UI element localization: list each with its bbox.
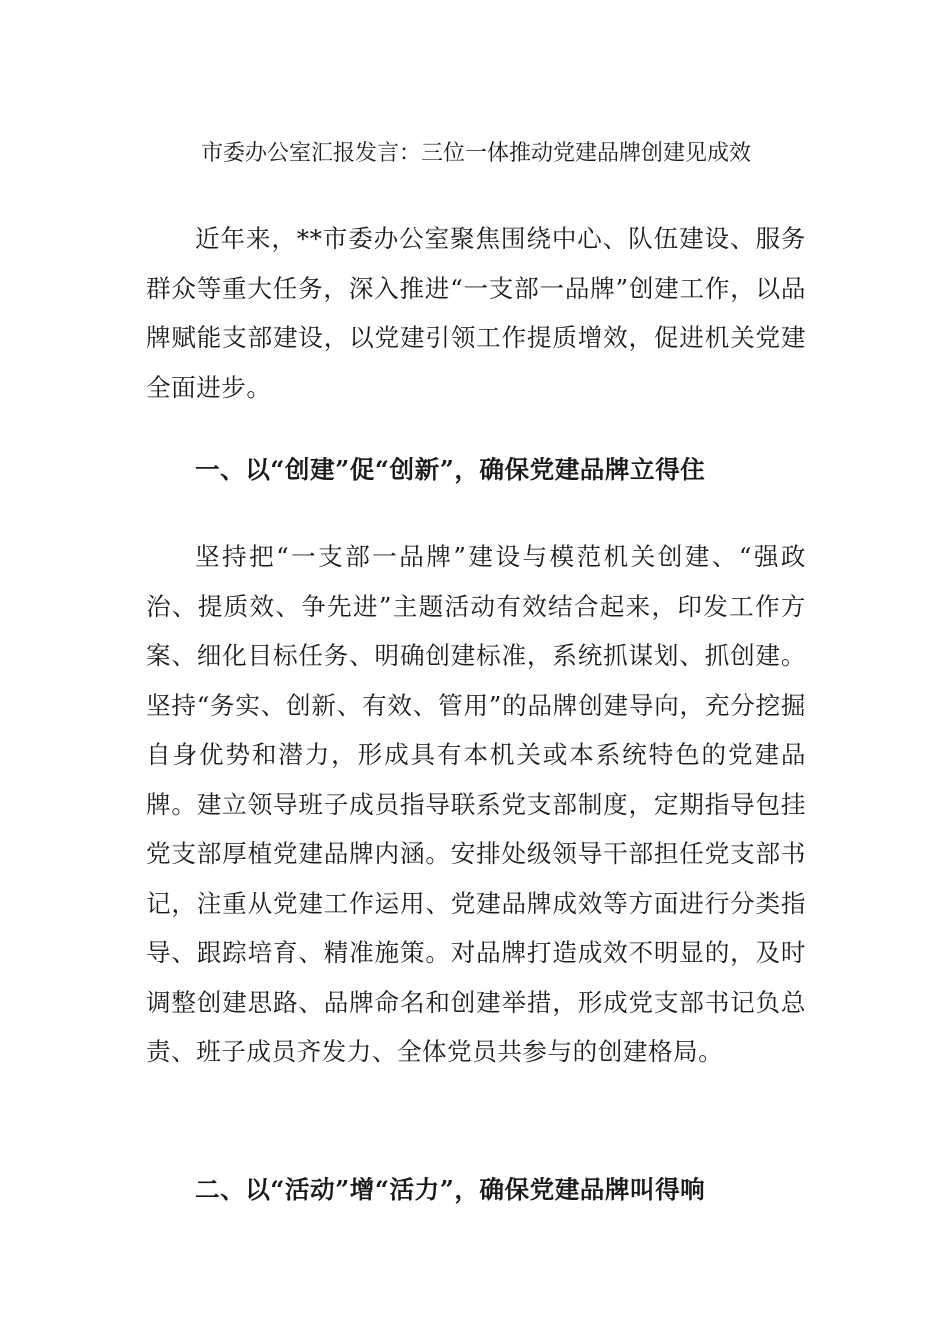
section-1-paragraph: 坚持把“一支部一品牌”建设与模范机关创建、“强政治、提质效、争先进”主题活动有效结合起来，印发工作方案、细化目标任务、明确创建标准，系统抓谋划、抓创建。坚持“务实、创新、有效、管用”的品牌创建导向，充分挖掘自身优势和潜力，形成具有本机关或本系统特色的党建品牌。建立领导班子成员指导联系党支部制度，定期指导包挂党支部厚植党建品牌内涵。安排处级领导干部担任党支部书记，注重从党建工作运用、党建品牌成效等方面进行分类指导、跟踪培育、精准施策。对品牌打造成效不明显的，及时调整创建思路、品牌命名和创建举措，形成党支部书记负总责、班子成员齐发力、全体党员共参与的创建格局。 [146, 542, 806, 1066]
intro-paragraph: 近年来，**市委办公室聚焦围绕中心、队伍建设、服务群众等重大任务，深入推进“一支部一品牌”创建工作，以品牌赋能支部建设，以党建引领工作提质增效，促进机关党建全面进步。 [146, 224, 806, 402]
section-heading-2: 二、以“活动”增“活力”，确保党建品牌叫得响 [195, 1175, 706, 1204]
section-heading-1: 一、以“创建”促“创新”，确保党建品牌立得住 [195, 455, 706, 484]
document-title: 市委办公室汇报发言：三位一体推动党建品牌创建见成效 [200, 141, 751, 166]
